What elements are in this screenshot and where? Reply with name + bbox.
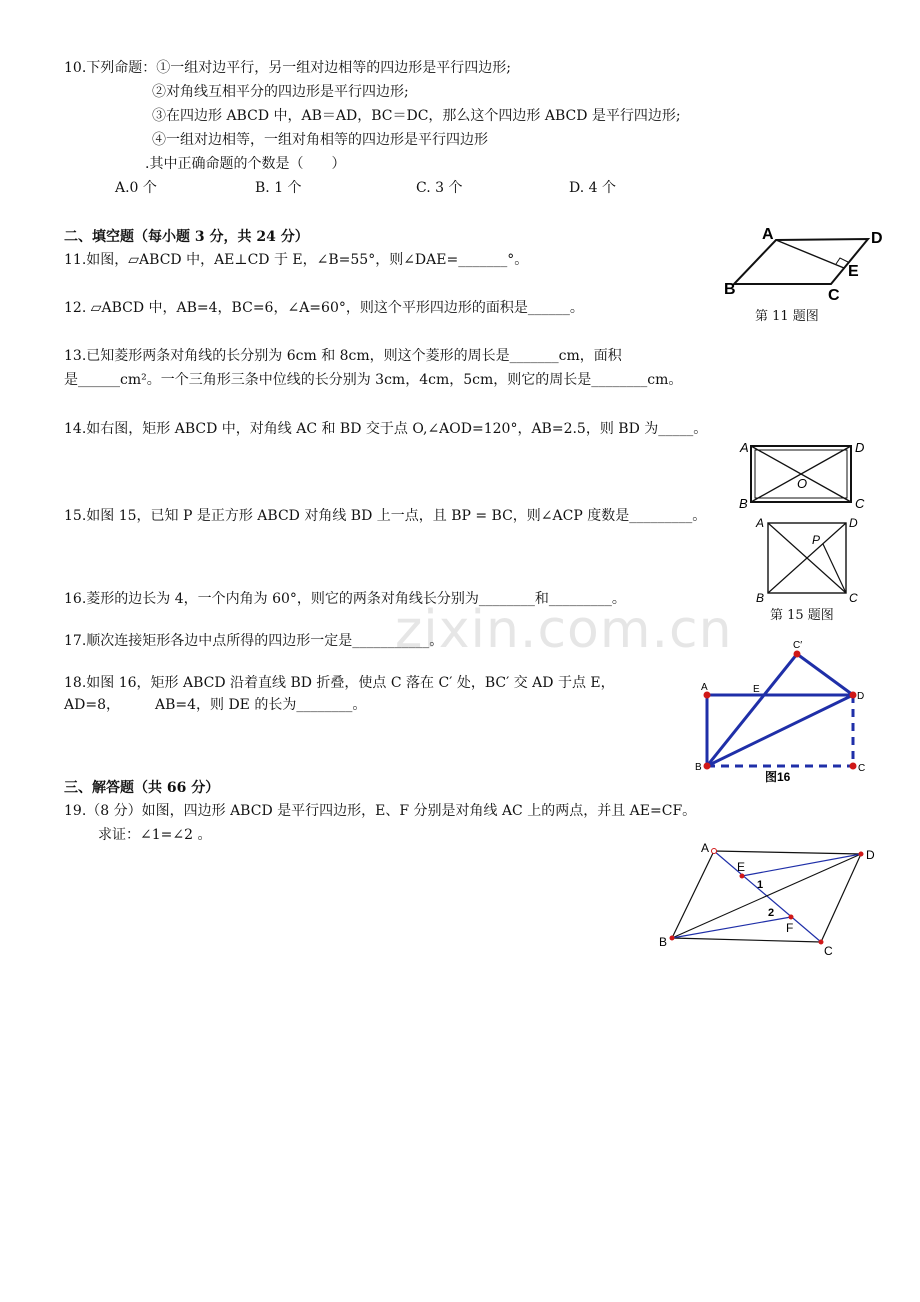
q10-option-a: A.0 个 [115,180,157,196]
q19-label-d: D [866,848,875,862]
q15-label-d: D [849,516,858,530]
q19-label-e: E [737,860,746,874]
figure-q18 [693,636,878,786]
q18-label-d: D [857,691,865,702]
q18-label-a: A [701,682,708,693]
q10-option-c: C. 3 个 [416,180,463,196]
q11-label-a: A [762,226,774,243]
section3-heading: 三、解答题（共 66 分） [64,780,220,796]
q16-text: 16.菱形的边长为 4，一个内角为 60°，则它的两条对角线长分别为________和_________。 [64,591,626,607]
q14-label-a: A [740,440,749,455]
q15-text: 15.如图 15，已知 P 是正方形 ABCD 对角线 BD 上一点，且 BP = BC，则∠ACP 度数是_________。 [64,508,707,524]
q10-option-b: B. 1 个 [255,180,302,196]
q18-line2: AD=8， AB=4，则 DE 的长为________。 [64,697,367,713]
q12-text: 12. ▱ABCD 中，AB=4，BC=6，∠A=60°，则这个平形四边形的面积是______。 [64,300,584,316]
q19-line2: 求证：∠1=∠2 。 [98,827,212,843]
q10-statement-2: ②对角线互相平分的四边形是平行四边形; [152,84,409,100]
q11-caption: 第 11 题图 [755,309,819,324]
q15-label-p: P [812,533,821,547]
q19-label-c: C [824,944,833,958]
q14-label-d: D [855,440,865,455]
q15-label-c: C [849,591,858,605]
q10-stem: 10.下列命题：①一组对边平行，另一组对边相等的四边形是平行四边形; [64,60,511,76]
q13-line2: 是______cm²。一个三角形三条中位线的长分别为 3cm，4cm，5cm，则它的周长是________cm。 [64,372,683,388]
q14-text: 14.如右图，矩形 ABCD 中，对角线 AC 和 BD 交于点 O,∠AOD=120°，AB=2.5，则 BD 为_____。 [64,421,708,437]
q18-label-c: C [858,763,866,774]
q14-label-o: O [797,476,808,491]
q18-label-c1: C′ [793,640,803,651]
q17-text: 17.顺次连接矩形各边中点所得的四边形一定是___________。 [64,633,444,649]
q18-line1: 18.如图 16，矩形 ABCD 沿着直线 BD 折叠，使点 C 落在 C′ 处，BC′ 交 AD 于点 E， [64,675,615,691]
q18-caption: 图16 [765,770,791,784]
q19-label-f: F [786,921,794,935]
q19-line1: 19.（8 分）如图，四边形 ABCD 是平行四边形，E、F 分别是对角线 AC 上的两点，并且 AE=CF。 [64,803,697,819]
q15-label-a: A [756,516,765,530]
figure-q11 [722,222,892,304]
q14-label-c: C [855,496,865,510]
q13-line1: 13.已知菱形两条对角线的长分别为 6cm 和 8cm，则这个菱形的周长是_______cm，面积 [64,348,622,364]
q19-angle-1: 1 [757,879,764,891]
watermark: zixin.com.cn [395,600,733,660]
figure-q14 [735,438,870,510]
q19-label-a: A [701,841,710,855]
q11-label-d: D [871,230,883,247]
figure-q15 [752,513,867,605]
q11-label-c: C [828,287,840,304]
q10-option-d: D. 4 个 [569,180,616,196]
section2-heading: 二、填空题（每小题 3 分，共 24 分） [64,229,309,245]
q19-label-b: B [659,935,668,949]
q11-text: 11.如图，▱ABCD 中，AE⊥CD 于 E，∠B=55°，则∠DAE=_______°。 [64,252,529,268]
q10-statement-4: ④一组对边相等，一组对角相等的四边形是平行四边形 [152,132,488,148]
q19-angle-2: 2 [768,907,775,919]
q18-label-b: B [695,762,702,773]
q14-label-b: B [739,496,748,510]
q18-label-e: E [753,684,760,695]
q11-label-e: E [848,263,859,280]
figure-q19 [656,838,886,960]
q10-statement-3: ③在四边形 ABCD 中，AB＝AD，BC＝DC，那么这个四边形 ABCD 是平行四边形; [152,108,681,124]
q11-label-b: B [724,281,736,298]
q10-question: .其中正确命题的个数是（ ） [145,156,346,172]
q15-caption: 第 15 题图 [770,608,834,623]
q15-label-b: B [756,591,765,605]
